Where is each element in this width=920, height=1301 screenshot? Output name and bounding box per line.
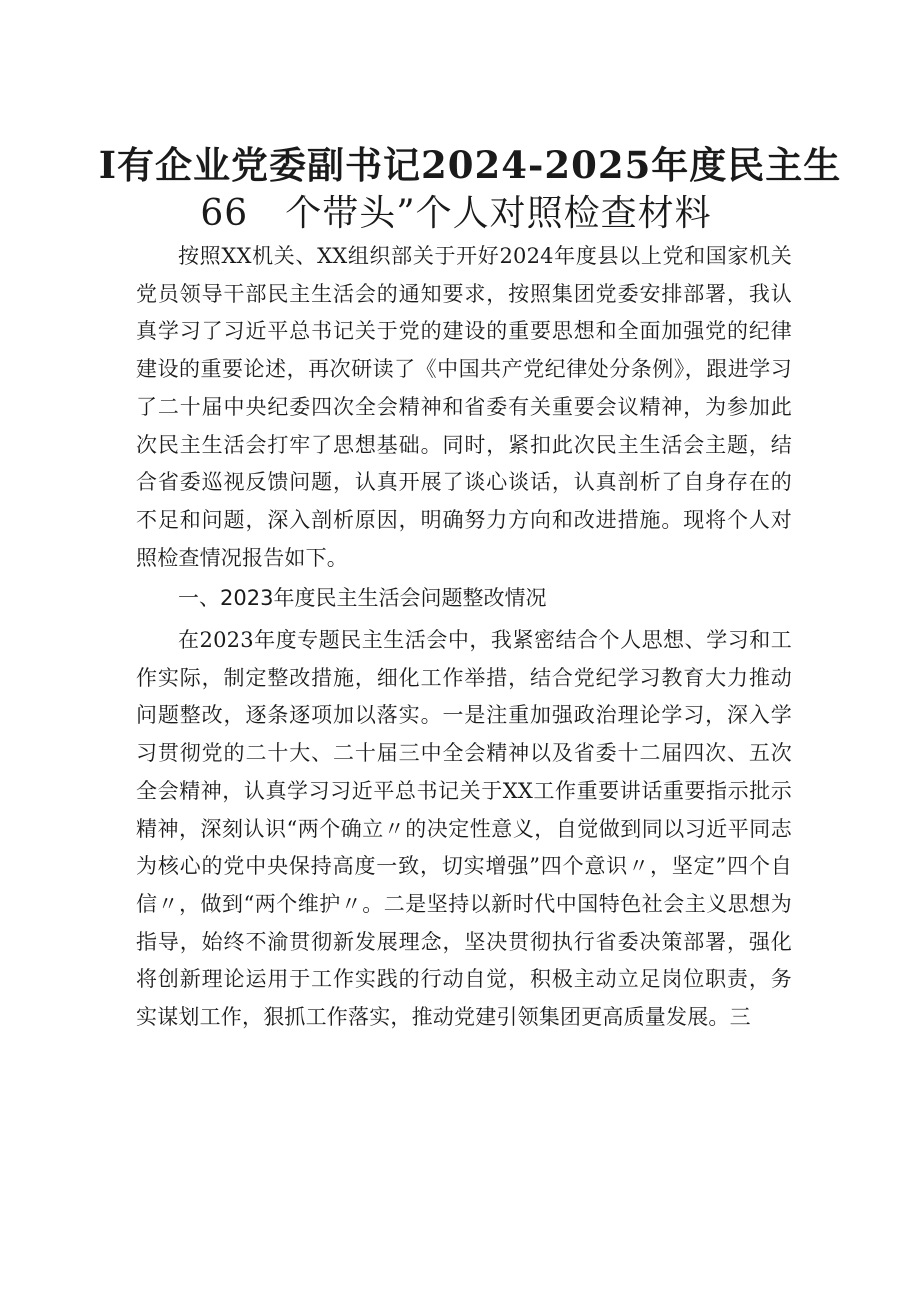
document-body bbox=[136, 238, 792, 1037]
section-paragraph: 在2023年度专题民主生活会中，我紧密结合个人思想、学习和工作实际，制定整改措施，细化工作举措，结合党纪学习教育大力推动问题整改，逐条逐项加以落实。一是注重加强政治理论学习，深入学习贯彻党的二十大、二十届三中全会精神以及省委十二届四次、五次全会精神，认真学习习近平总书记关于XX工作重要讲话重要指示批示精神，深刻认识“两个确立〃的决定性意义，自觉做到同以习近平同志为核心的党中央保持高度一致，切实增强”四个意识〃，坚定”四个自信〃，做到“两个维护〃。二是坚持以新时代中国特色社会主义思想为指导，始终不渝贯彻新发展理念，坚决贯彻执行省委决策部署，强化将创新理论运用于工作实践的行动自觉，积极主动立足岗位职责，务实谋划工作，狠抓工作落实，推动党建引领集团更高质量发展。三 bbox=[136, 628, 792, 1030]
document-title-line-1: I有企业党委副书记2024-2025年度民主生 bbox=[98, 143, 842, 187]
section-heading: 一、2023年度民主生活会问题整改情况 bbox=[178, 586, 547, 611]
document-title-line-2: 66 个带头”个人对照检查材料 bbox=[200, 193, 712, 234]
intro-paragraph: 按照XX机关、XX组织部关于开好2024年度县以上党和国家机关党员领导干部民主生活会的通知要求，按照集团党委安排部署，我认真学习了习近平总书记关于党的建设的重要思想和全面加强党的纪律建设的重要论述，再次研读了《中国共产党纪律处分条例》，跟进学习了二十届中央纪委四次全会精神和省委有关重要会议精神，为参加此次民主生活会打牢了思想基础。同时，紧扣此次民主生活会主题，结合省委巡视反馈问题，认真开展了谈心谈话，认真剖析了自身存在的不足和问题，深入剖析原因，明确努力方向和改进措施。现将个人对照检查情况报告如下。 bbox=[136, 244, 792, 570]
